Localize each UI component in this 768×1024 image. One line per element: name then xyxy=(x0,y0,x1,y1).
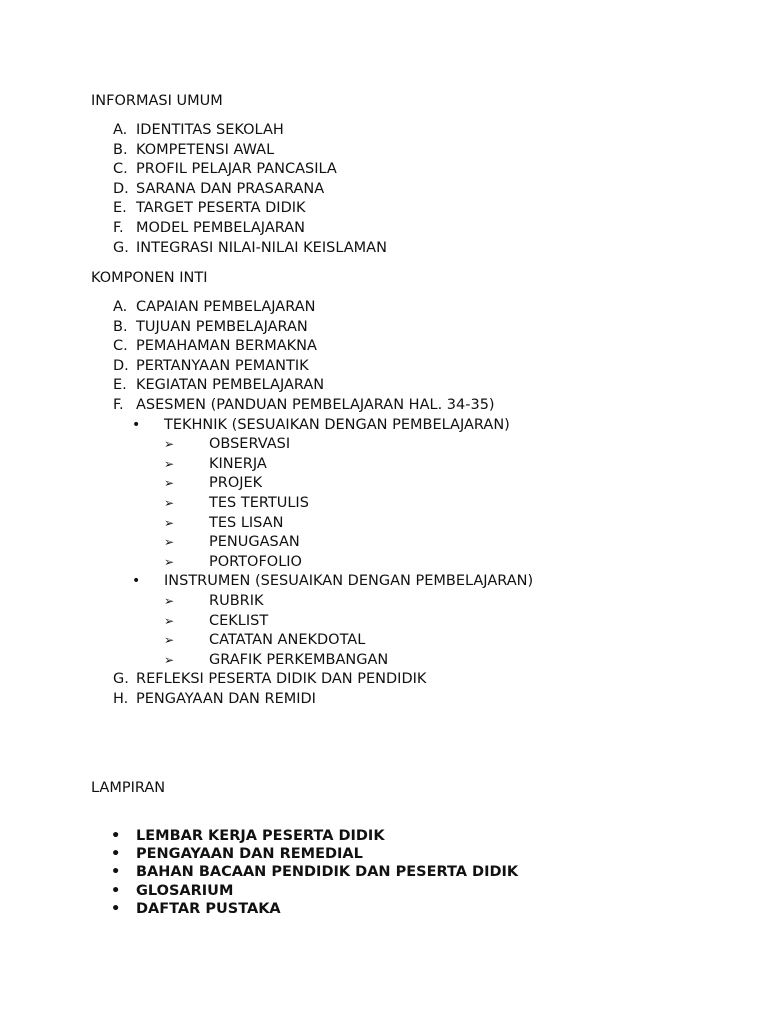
nested-item-label: GRAFIK PERKEMBANGAN xyxy=(209,651,389,668)
list-marker: E. xyxy=(113,377,127,394)
list-item-label: REFLEKSI PESERTA DIDIK DAN PENDIDIK xyxy=(136,671,427,688)
bullet-icon: • xyxy=(111,828,121,844)
nested-item-label: CATATAN ANEKDOTAL xyxy=(209,632,366,649)
arrow-bullet-icon: ➢ xyxy=(164,554,175,569)
list-item-label: PENGAYAAN DAN REMIDI xyxy=(136,690,316,707)
list-item-label: ASESMEN (PANDUAN PEMBELAJARAN HAL. 34-35) xyxy=(136,396,495,413)
list-marker: D. xyxy=(113,357,129,374)
nested-item-label: PENUGASAN xyxy=(209,534,300,551)
list-marker: E. xyxy=(113,200,127,217)
list-item-label: PROFIL PELAJAR PANCASILA xyxy=(136,161,337,178)
list-marker: B. xyxy=(113,141,128,158)
list-item-label: KEGIATAN PEMBELAJARAN xyxy=(136,377,325,394)
list-item-label: MODEL PEMBELAJARAN xyxy=(136,219,305,236)
list-item-label: SARANA DAN PRASARANA xyxy=(136,180,325,197)
list-item-label: LEMBAR KERJA PESERTA DIDIK xyxy=(136,828,385,844)
bullet-icon: • xyxy=(132,573,141,590)
bullet-icon: • xyxy=(111,882,121,899)
list-item-label: INTEGRASI NILAI-NILAI KEISLAMAN xyxy=(136,239,387,256)
list-marker: D. xyxy=(113,180,129,197)
list-marker: A. xyxy=(113,299,128,315)
arrow-bullet-icon: ➢ xyxy=(164,593,175,608)
bullet-icon: • xyxy=(132,416,141,433)
bullet-icon: • xyxy=(111,864,121,881)
list-marker: H. xyxy=(113,690,129,707)
list-item-label: KOMPETENSI AWAL xyxy=(136,141,275,158)
list-marker: B. xyxy=(113,318,128,335)
arrow-bullet-icon: ➢ xyxy=(164,437,175,452)
list-item-label: PERTANYAAN PEMANTIK xyxy=(136,357,309,374)
nested-item-label: PORTOFOLIO xyxy=(209,553,302,570)
nested-item-label: CEKLIST xyxy=(209,612,269,629)
arrow-bullet-icon: ➢ xyxy=(164,652,175,667)
bullet-icon: • xyxy=(111,846,121,863)
list-item-label: TARGET PESERTA DIDIK xyxy=(136,200,306,217)
list-marker: G. xyxy=(113,671,129,688)
list-item-label: IDENTITAS SEKOLAH xyxy=(136,122,284,138)
list-marker: C. xyxy=(113,161,128,178)
list-item-label: PEMAHAMAN BERMAKNA xyxy=(136,338,317,355)
nested-item-label: KINERJA xyxy=(209,455,267,472)
nested-item-label: OBSERVASI xyxy=(209,436,291,453)
nested-item-label: PROJEK xyxy=(209,475,263,492)
heading-informasi-umum: INFORMASI UMUM xyxy=(91,93,223,109)
nested-item-label: TES LISAN xyxy=(209,514,284,531)
arrow-bullet-icon: ➢ xyxy=(164,633,175,648)
list-item-label: CAPAIAN PEMBELAJARAN xyxy=(136,299,316,315)
arrow-bullet-icon: ➢ xyxy=(164,456,175,471)
list-item-label: GLOSARIUM xyxy=(136,882,234,899)
list-item-label: PENGAYAAN DAN REMEDIAL xyxy=(136,846,363,863)
list-item-label: BAHAN BACAAN PENDIDIK DAN PESERTA DIDIK xyxy=(136,864,519,881)
bullet-icon: • xyxy=(111,900,121,917)
list-marker: A. xyxy=(113,122,128,138)
list-marker: F. xyxy=(113,396,124,413)
arrow-bullet-icon: ➢ xyxy=(164,495,175,510)
nested-item-label: TES TERTULIS xyxy=(209,494,309,511)
arrow-bullet-icon: ➢ xyxy=(164,613,175,628)
sublist-item-label: TEKHNIK (SESUAIKAN DENGAN PEMBELAJARAN) xyxy=(164,416,510,433)
list-marker: F. xyxy=(113,219,124,236)
list-marker: C. xyxy=(113,338,128,355)
list-item-label: TUJUAN PEMBELAJARAN xyxy=(136,318,308,335)
sublist-item-label: INSTRUMEN (SESUAIKAN DENGAN PEMBELAJARAN) xyxy=(164,573,534,590)
arrow-bullet-icon: ➢ xyxy=(164,476,175,491)
nested-item-label: RUBRIK xyxy=(209,592,264,609)
list-marker: G. xyxy=(113,239,129,256)
list-item-label: DAFTAR PUSTAKA xyxy=(136,900,281,917)
heading-komponen-inti: KOMPONEN INTI xyxy=(91,270,208,286)
arrow-bullet-icon: ➢ xyxy=(164,535,175,550)
arrow-bullet-icon: ➢ xyxy=(164,515,175,530)
heading-lampiran: LAMPIRAN xyxy=(91,780,166,796)
